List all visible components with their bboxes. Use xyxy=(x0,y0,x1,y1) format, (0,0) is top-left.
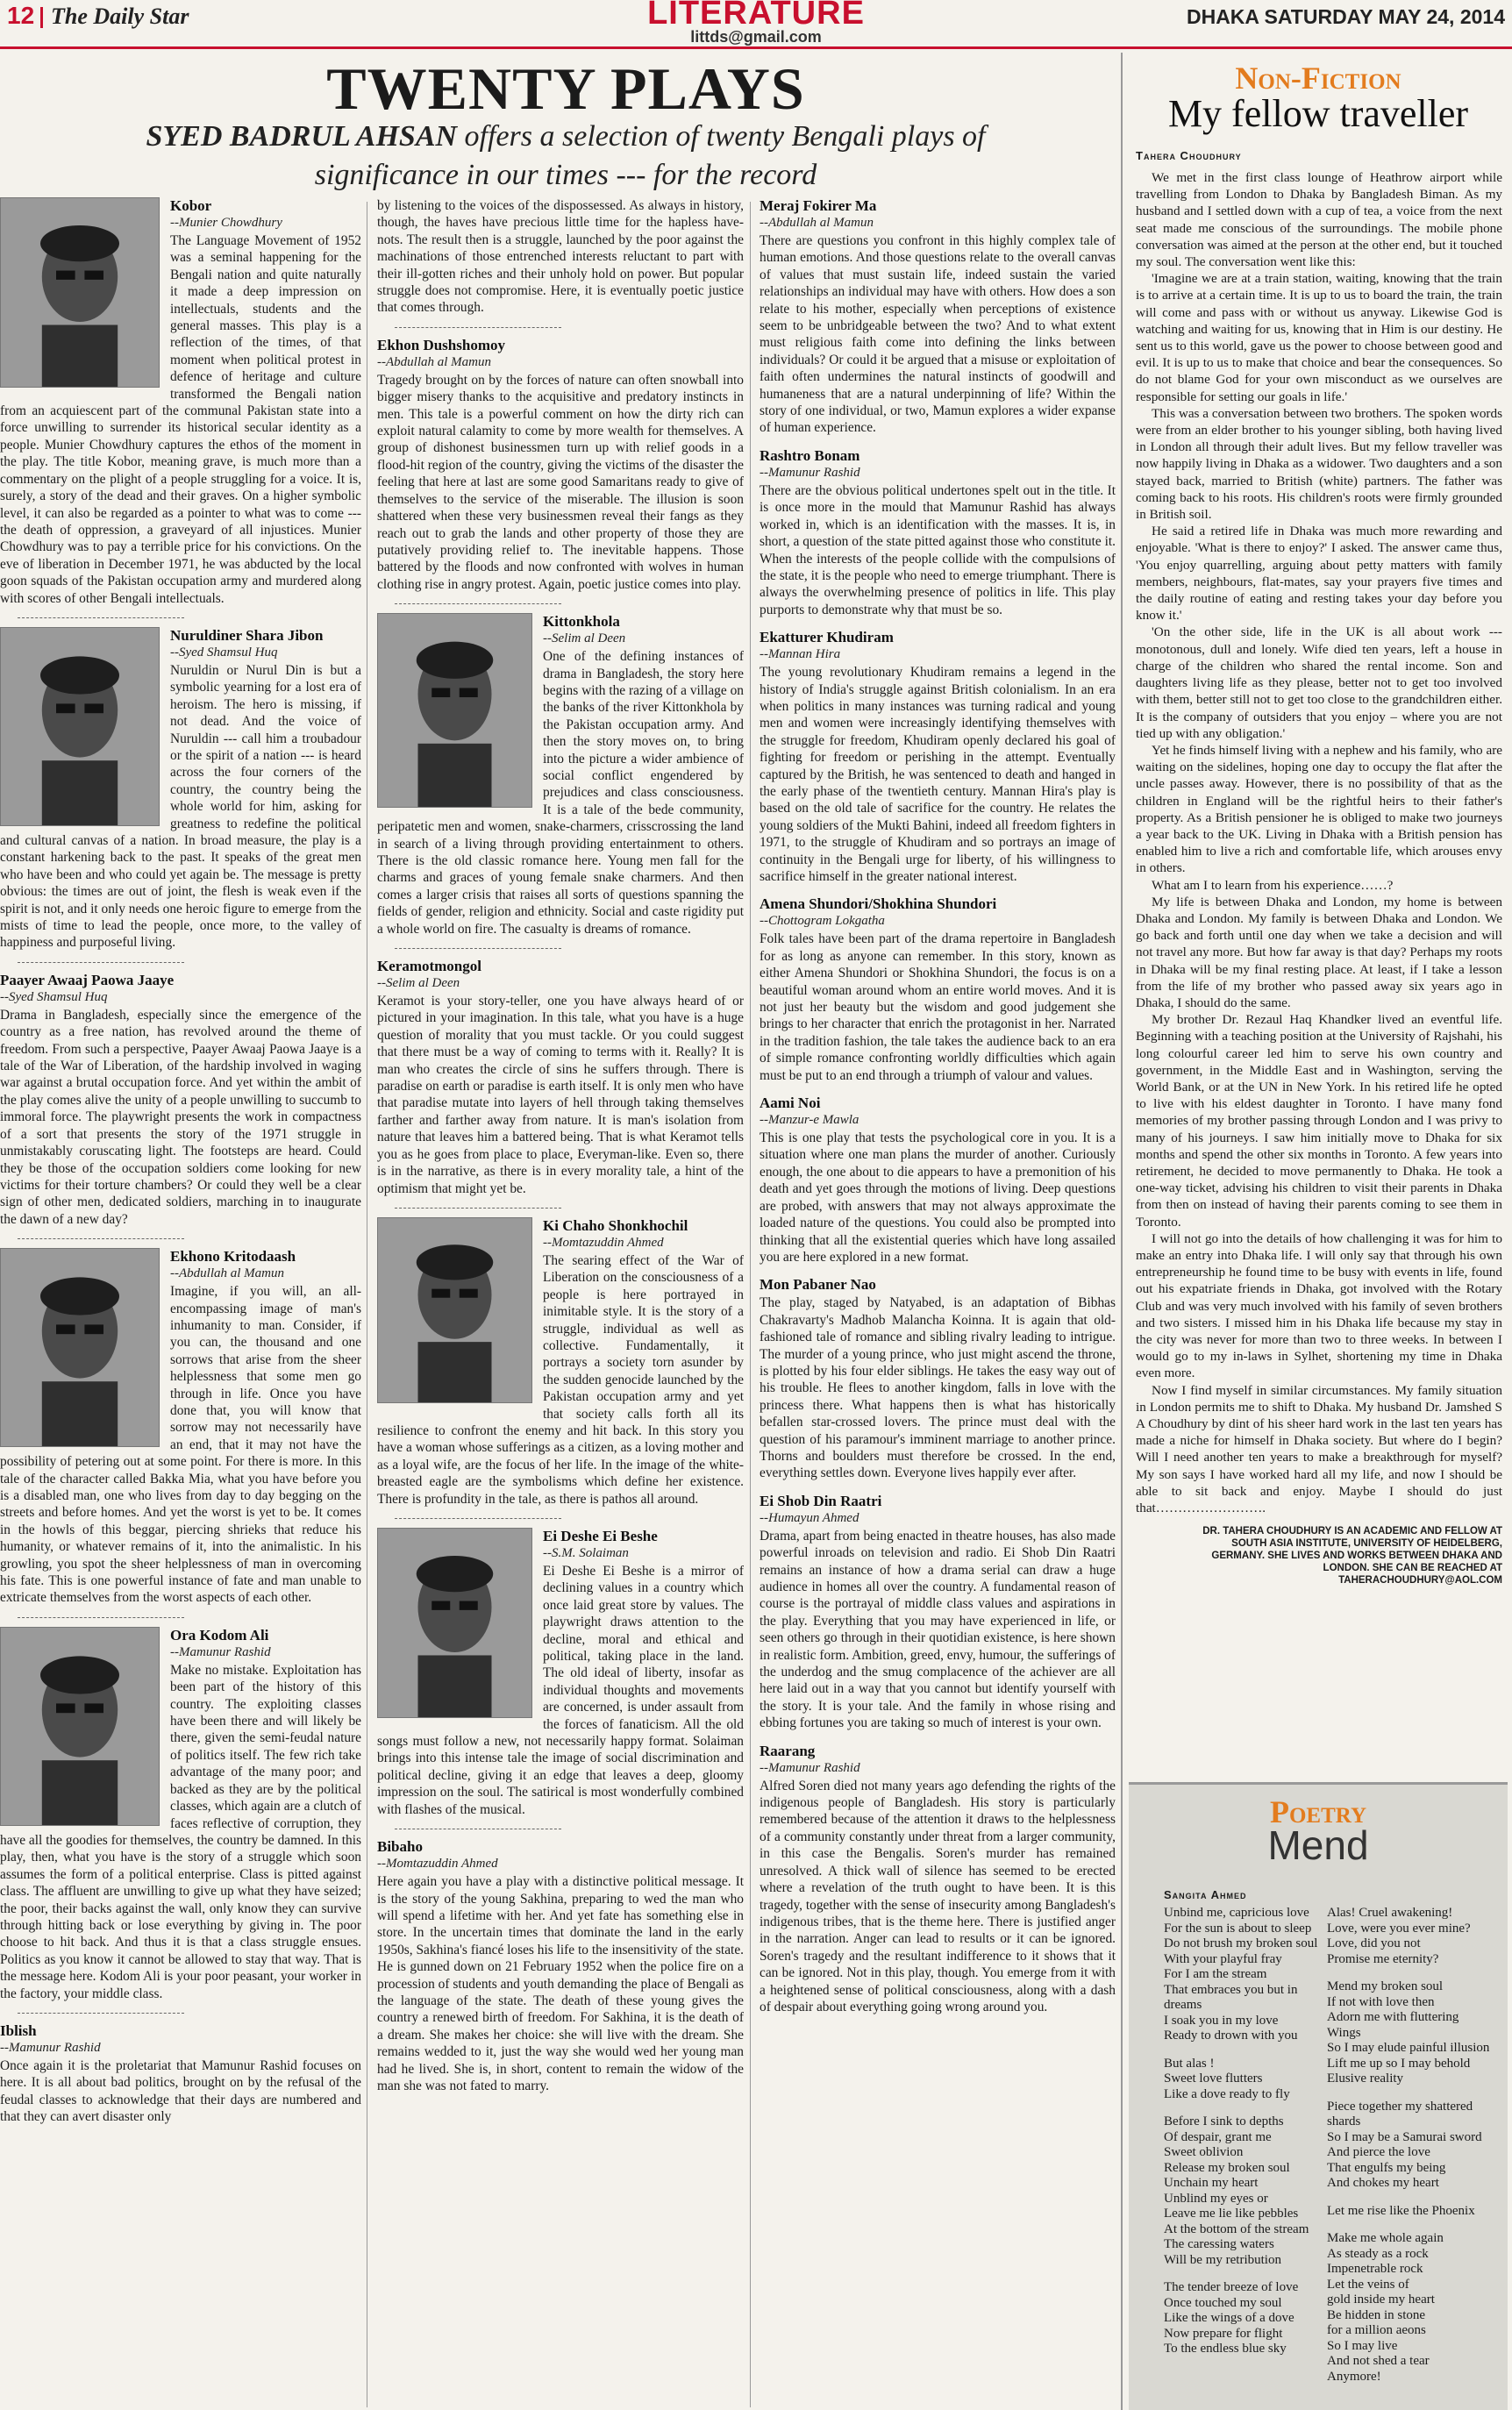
play-author: --Selim al Deen xyxy=(377,976,460,991)
play-author: --S.M. Solaiman xyxy=(543,1546,629,1560)
poem-line: And pierce the love xyxy=(1327,2145,1430,2159)
nonfiction-paragraph: What am I to learn from his experience……? xyxy=(1152,877,1394,893)
story-divider xyxy=(18,1617,184,1618)
author-bio: DR. TAHERA CHOUDHURY IS AN ACADEMIC AND FELLOW AT SOUTH ASIA INSTITUTE, UNIVERSITY OF HEIDELBERG, GERMANY. SHE LIVES AND WORKS BETWEEN DHAKA AND LONDON. SHE CAN BE REACHED AT TAHERACHOUDHURY@AOL.COM xyxy=(1202,1526,1502,1586)
section-email: littds@gmail.com xyxy=(690,28,822,46)
page-title: TWENTY PLAYS xyxy=(326,55,805,122)
poem-line: Will be my retribution xyxy=(1164,2252,1281,2267)
section-title: LITERATURE xyxy=(647,0,865,32)
poem-line: Once touched my soul xyxy=(1164,2295,1282,2310)
poem-stanza xyxy=(1164,2280,1330,2357)
poem-stanza xyxy=(1327,2100,1494,2192)
story xyxy=(377,1217,744,1508)
story-divider xyxy=(18,2013,184,2014)
poem-line: For I am the stream xyxy=(1164,1967,1267,1981)
poem-line: So I may elude painful illusion xyxy=(1327,2041,1490,2055)
nonfiction-paragraph: Now I find myself in similar circumstances. My family situation in London permits me to shift to Dhaka. My husband Dr. Jamshed S A Choudhury by dint of his sheer hard work in the last ten years has made a niche for himself in Dhaka society. But where do I begin? Will I need another ten years to make a breakthrough for myself? My son says I have worked hard all my life, and now I should be able to sit back and enjoy. Maybe I should do just that……………………. xyxy=(1136,1382,1502,1516)
poem-line: To the endless blue sky xyxy=(1164,2342,1287,2356)
play-title: Bibaho xyxy=(377,1838,423,1856)
play-title: Ei Shob Din Raatri xyxy=(760,1492,882,1509)
nonfiction-paragraph: This was a conversation between two brothers. The spoken words were from an elder brother to his younger sibling, both having lived in London all through their adult lives. But my fellow traveller was now happily living in Dhaka as a widower. Two daughters and a son stayed back, married to British (white) partners. The father was coming back to his roots. His children's roots were firmly grounded in British soil. xyxy=(1136,405,1502,523)
play-title: Ekatturer Khudiram xyxy=(760,629,894,646)
story-divider xyxy=(18,962,184,963)
play-author: --Mamunur Rashid xyxy=(170,1644,271,1659)
play-title: Paayer Awaaj Paowa Jaaye xyxy=(0,971,175,988)
story-divider xyxy=(18,617,184,618)
play-title: Ki Chaho Shonkhochil xyxy=(543,1216,688,1234)
play-title: Kittonkhola xyxy=(543,613,620,631)
poem-line: Impenetrable rock xyxy=(1327,2262,1423,2276)
poem-stanza xyxy=(1327,1979,1494,2087)
play-author: --Selim al Deen xyxy=(543,631,626,646)
nonfiction-paragraph: We met in the first class lounge of Heathrow airport while travelling from London to Dhaka by Bangladesh Biman. As my husband and I settled down with a cup of tea, a voice from the next seat made me conscious of the surroundings. The mobile phone conversation was aimed at the person at the other end, but it touched my soul. The conversation went like this: xyxy=(1136,170,1502,270)
poem-line: For the sun is about to sleep xyxy=(1164,1921,1312,1936)
column-3 xyxy=(760,197,1116,2026)
deck-text: offers a selection of twenty Bengali plays of significance in our times --- for the record xyxy=(314,120,986,191)
play-author: --Momtazuddin Ahmed xyxy=(543,1235,664,1250)
play-author: --Manzur-e Mawla xyxy=(760,1113,859,1128)
headline-deck xyxy=(105,118,1026,195)
story xyxy=(377,1528,744,1818)
poem-line: Of despair, grant me xyxy=(1164,2129,1272,2144)
play-title: Meraj Fokirer Ma xyxy=(760,197,877,214)
poem-line: Anymore! xyxy=(1327,2369,1381,2384)
story xyxy=(377,613,744,938)
play-author: --Mannan Hira xyxy=(760,647,841,662)
poem-line: Release my broken soul xyxy=(1164,2160,1290,2175)
play-author: --Syed Shamsul Huq xyxy=(170,645,278,660)
play-summary: Drama in Bangladesh, especially since the emergence of the country as a free nation, has revolved around the theme of freedom. From such a perspective, Paayer Awaaj Paowa Jaaye is a tale of the War of Liberation, of the hardship involved in waging war against a brutal occupation force. And yet within the ambit of the play comes alive the unity of a people unwilling to succumb to immoral force. The playwright presents the work in compactness of a sort that presents the story of the 1971 struggle in unmistakably coruscating light. The footsteps are heard. Could they be those of the occupation soldiers come looking for new victims for their torture chambers? Or could they well be a clear sign of other men, dedicated soldiers, marching in to inaugurate the dawn of a new day? xyxy=(0,1007,361,1227)
nonfiction-kicker: Non-Fiction xyxy=(1235,61,1401,96)
story-divider xyxy=(395,1518,561,1519)
poem-stanza xyxy=(1164,2057,1330,2103)
nonfiction-title: My fellow traveller xyxy=(1167,92,1469,135)
nonfiction-body xyxy=(1129,169,1508,1516)
poet-byline: Sangita Ahmed xyxy=(1164,1888,1247,1901)
poem-line: Piece together my shattered shards xyxy=(1327,2099,1473,2128)
poem-line: Adorn me with fluttering Wings xyxy=(1327,2010,1459,2040)
story xyxy=(760,197,1116,437)
story xyxy=(760,1493,1116,1732)
poem-column-right xyxy=(1327,1906,1494,2397)
play-summary: The young revolutionary Khudiram remains a legend in the history of India's struggle against British colonialism. In an era when politics in many instances was turning radical and young men and women were increasingly identifying themselves with the struggle for freedom, Khudiram openly declared his goal of fighting for freedom or perishing in the attempt. Eventually captured by the British, he was sentenced to death and hanged in the early phase of the twentieth century. Mannan Hira's play is based on the old tale of sacrifice for the country. He relates the young soldiers of the Mukti Bahini, indeed all freedom fighters in 1971, to the struggle of Khudiram and so portrays an image of continuity in the Bengali urge for liberty, of his willingness to sacrifice himself in the greater national interest. xyxy=(760,665,1116,884)
poem-line: As steady as a rock xyxy=(1327,2246,1429,2261)
poem-line: Lift me up so I may behold xyxy=(1327,2056,1471,2071)
poem-line: Let the veins of xyxy=(1327,2277,1409,2292)
column-divider xyxy=(750,202,751,2407)
poem-line: for a million aeons xyxy=(1327,2323,1426,2337)
play-title: Ekhon Dushshomoy xyxy=(377,336,505,353)
deck-author: SYED BADRUL AHSAN xyxy=(146,120,458,153)
play-title: Nuruldiner Shara Jibon xyxy=(170,626,324,644)
poem-line: With your playful fray xyxy=(1164,1951,1282,1966)
portrait-photo-icon xyxy=(0,627,160,826)
play-title: Mon Pabaner Nao xyxy=(760,1276,876,1294)
play-summary: The Language Movement of 1952 was a seminal happening for the Bengali nation and quite naturally it made a deep impression on intellectuals, students and the general masses. This play is a reflection of the times, of that moment when political protest in defence of heritage and culture transformed the Bengali nation from an acquiescent part of the communal Pakistan state into a force unwilling to surrender its historical secular identity as a people. Munier Chowdhury captures the ethos of the moment in the play. The title Kobor, meaning grave, is much more than a commentary on the plight of a people struggling for a voice. It is, surely, a story of the dead and their graves. On a higher symbolic level, it can also be regarded as a pointer to what was to come --- the death of oppression, a graveyard of all injustices. Munier Chowdhury was to pay a terrible price for his convictions. On the eve of liberation in December 1971, he was abducted by the local goon squads of the Pakistan occupation army and murdered along with scores of other Bengali intellectuals. xyxy=(0,233,361,606)
portrait-photo-icon xyxy=(0,1627,160,1826)
play-author: --Abdullah al Mamun xyxy=(377,354,491,369)
nonfiction-byline: Tahera Choudhury xyxy=(1136,149,1242,162)
play-author: --Chottogram Lokgatha xyxy=(760,914,885,929)
poem-line: gold inside my heart xyxy=(1327,2292,1435,2307)
play-summary: Drama, apart from being enacted in theatre houses, has also made powerful inroads on television and radio. Ei Shob Din Raatri remains an instance of how a drama serial can draw a huge audience in homes all over the country. A fundamental reason of course is the portrayal of middle class values and aspirations in the play. Everything that you may have experienced in life, or seen others go through in their quotidian existence, is here shown in realistic form. Ambition, greed, envy, humour, the sufferings of the underdog and the smug complacence of the achiever are all here laid out in a way that you cannot but identify yourself with the story. It is your tale. And the family in whose rising and ebbing fortunes you are taking so much of interest is your own. xyxy=(760,1528,1116,1731)
poem-line: Elusive reality xyxy=(1327,2071,1404,2086)
poem-column-left xyxy=(1164,1906,1330,2370)
poem-line: If not with love then xyxy=(1327,1994,1435,2009)
play-title: Ora Kodom Ali xyxy=(170,1626,269,1644)
story-divider xyxy=(395,948,561,949)
poem-line: And not shed a tear xyxy=(1327,2354,1430,2368)
play-summary: There are questions you confront in this highly complex tale of human emotions. And those questions relate to the overall canvas of values that must sustain life, indeed sustain the varied relationships an individual may have with others. How does a son relate to his mother, especially when perceptions of existence seem to be unbridgeable between the two? And to what extent must religious faith come into defining the links between individuals? Or could it be argued that a misuse or exploitation of faith often undermines the natural instincts of goodwill and humaneness that are a natural underpinning of life? Within the story of one individual, or two, Mamun explores a wider expanse of human experience. xyxy=(760,233,1116,436)
play-title: Iblish xyxy=(0,2021,37,2039)
portrait-photo-icon xyxy=(377,1217,532,1403)
story xyxy=(760,1094,1116,1266)
nonfiction-paragraph: He said a retired life in Dhaka was much more rewarding and enjoyable. 'What is there to enjoy?' I asked. The answer came thus, 'You enjoy quarrelling, arguing about petty matters with family members, neighbours, flat-mates, say your prayers five times and the daily routine of eating and resting takes your day before you know it.' xyxy=(1136,524,1502,624)
poetry-box xyxy=(1129,1782,1508,2410)
play-summary: This is one play that tests the psychological core in you. It is a situation where one man plans the murder of another. Curiously enough, the one about to die appears to have a premonition of his death and yet goes through the motions of living. Deep questions are probed, with answers that may not always approximate the loaded nature of the questions. You could also be prompted into thinking that all the existential queries which have long assailed you are here explored in a new format. xyxy=(760,1130,1116,1265)
newspaper-name: The Daily Star xyxy=(51,4,189,29)
play-summary: Tragedy brought on by the forces of nature can often snowball into bigger misery thanks to the acquisitive and predatory instincts in men. This tale is a powerful comment on how the dirty rich can exploit natural calamity to come by more wealth for themselves. A group of dishonest businessmen turn up with relief goods in a flood-hit region of the country, giving the victims of the disaster the feeling that here at last are some good Samaritans ready to give of themselves to the service of the miserable. The illusion is soon shattered when these very businessmen reveal their fangs as they reach out to grab the lands and other property of those they are putatively providing relief to. The inevitable happens. Those battered by the floods and now confronted with wolves in human clothing rise in angry protest. Again, poetic justice comes into play. xyxy=(377,372,744,592)
poem-line: That embraces you but in dreams xyxy=(1164,1982,1298,2012)
play-summary: Here again you have a play with a distinctive political message. It is the story of the young Sakhina, preparing to wed the man who will spend a lifetime with her. And yet fate has something else in store. In the uncertain times that dominate the land in the early 1950s, Sakhina's fiancé loses his life to the insensitivity of the state. He is gunned down on 21 February 1952 when the police fire on a procession of students and youth demanding the place of Bengali as the language of the state. The death of these young gives the country a renewed birth of freedom. For Sakhina, it is the death of a dream. She makes her choice: she will live with the dream. She remains wedded to it, just the way she would wed her young man had he lived. She is, in short, content to remain the widow of the man she was not fated to marry. xyxy=(377,1874,745,2093)
poem-title: Mend xyxy=(1267,1822,1369,1868)
play-summary: Keramot is your story-teller, one you have always heard of or pictured in your imagination. In this tale, what you have is a huge question of morality that you must tackle. Or you could suggest that there must be a way of coming to terms with it. Really? It is man who creates the circle of sins he suffers through. There is paradise on earth or paradise is earth itself. It is only men who have that paradise mutate into layers of hell through taking themselves farther and farther away from nature. It is man's isolation from nature that leaves him a battered being. That is what Keramot tells you as he goes from place to place, Everyman-like. Even so, there is in the narrative, as there is in every morality tale, a hint of the optimism that might yet be. xyxy=(377,994,744,1196)
poem-stanza xyxy=(1327,1906,1494,1967)
story xyxy=(377,197,744,317)
play-summary: The play, staged by Natyabed, is an adaptation of Bibhas Chakravarty's Madhob Malancha Koinna. It is again that old-fashioned tale of romance and sibling rivalry leading to intrigue. The murder of a young prince, who just might ascend the throne, is plotted by his four elder siblings. He takes the easy way out of his trouble. He flees to another kingdom, falls in love with the princess there. What happens then is what has historically befallen star-crossed lovers. The prince must deal with the question of his paramour's imminent marriage to another prince. Thorns and boulders must therefore be crossed. In the end, everything settles down. Everyone lives happily ever after. xyxy=(760,1295,1116,1481)
nonfiction-paragraph: I will not go into the details of how challenging it was for him to make an entry into Dhaka life. I will only say that through his own entrepreneurship he found time to be busy with events in life, found out his expatriate friends in Dhaka, got involved with the Rotary Club and was very much involved with his family of seven brothers and two sisters. I missed him in his Dhaka life because my stay in the city was never for more than two to three weeks. In between I would go to my in-laws in Sylhet, shortening my time in Dhaka even more. xyxy=(1136,1230,1502,1381)
portrait-photo-icon xyxy=(377,613,532,808)
poem-line: Love, were you ever mine? xyxy=(1327,1921,1471,1936)
portrait-photo-icon xyxy=(0,197,160,388)
poem-line: At the bottom of the stream xyxy=(1164,2221,1309,2236)
nonfiction-paragraph: 'On the other side, life in the UK is all about work --- monotonous, dull and lonely. Wife died ten years, left a house in charge of the children who shared the rental income. Son and daughters living life as they please, better not to get too involved with them, better still not to get too close to the grandchildren either. It is the company of outsiders that you enjoy – where you are not tied up with any obligation.' xyxy=(1136,624,1502,741)
play-title: Keramotmongol xyxy=(377,958,481,975)
poem-line: And chokes my heart xyxy=(1327,2176,1439,2190)
play-title: Aami Noi xyxy=(760,1094,821,1112)
poem-line: Before I sink to depths xyxy=(1164,2114,1284,2128)
story xyxy=(760,1276,1116,1481)
play-author: --Humayun Ahmed xyxy=(760,1510,859,1525)
play-title: Ei Deshe Ei Beshe xyxy=(543,1528,658,1544)
page-number: 12 xyxy=(7,2,35,29)
poem-line: Leave me lie like pebbles xyxy=(1164,2207,1299,2221)
poem-line: Let me rise like the Phoenix xyxy=(1327,2203,1475,2218)
story xyxy=(0,2022,361,2126)
play-title: Kobor xyxy=(170,197,212,214)
play-summary: One of the defining instances of drama in Bangladesh, the story here begins with the razing of a village on the banks of the river Kittonkhola by the Pakistan occupation army. And then the story moves on, to bring into the picture a wider ambience of social conflict engendered by prejudices and class consciousness. It is a tale of the bede community, peripatetic men and women, snake-charmers, crisscrossing the land in search of a living through providing entertainment to others. There is the old classic romance here. Young men fall for the charms and graces of young female snake charmers. And then comes a larger crisis that raises all sorts of questions spanning the fields of gender, religion and ethnicity. Social and caste rigidity put a whole world on fire. The casualty is dreams of romance. xyxy=(377,649,744,937)
play-summary: Folk tales have been part of the drama repertoire in Bangladesh for as long as anyone can remember. In this story, known as either Amena Shundori or Shokhina Shundori, the focus is on a beautiful woman around whom an entire world moves. And it is not just her beauty but the wisdom and good judgement she brings to her character that enrich the protagonist in her. Narrated in the tradition fashion, the tale takes the audience back to an era of simple romance confronting worldly difficulties which again must be put to an end through a triumph of valour and values. xyxy=(760,931,1116,1083)
story xyxy=(0,1627,361,2002)
poem-line: Do not brush my broken soul xyxy=(1164,1936,1318,1950)
play-summary: Once again it is the proletariat that Mamunur Rashid focuses on here. It is all about bad politics, brought on by the refusal of the feudal classes to acknowledge that their days are numbered and that they can avert disaster only xyxy=(0,2057,361,2125)
poem-line: Ready to drown with you xyxy=(1164,2029,1298,2043)
poem-line: Promise me eternity? xyxy=(1327,1951,1439,1966)
story xyxy=(760,629,1116,885)
story xyxy=(0,627,361,952)
poem-line: Now prepare for flight xyxy=(1164,2326,1283,2341)
play-author: --Abdullah al Mamun xyxy=(760,216,874,230)
play-author: --Munier Chowdhury xyxy=(170,216,282,230)
poem-line: Be hidden in stone xyxy=(1327,2307,1426,2322)
play-author: --Momtazuddin Ahmed xyxy=(377,1857,498,1872)
story xyxy=(760,1743,1116,2016)
play-author: --Abdullah al Mamun xyxy=(170,1266,284,1281)
story xyxy=(377,958,744,1197)
poem-line: Love, did you not xyxy=(1327,1936,1421,1950)
play-author: --Syed Shamsul Huq xyxy=(0,989,108,1004)
dateline: DHAKA SATURDAY MAY 24, 2014 xyxy=(1186,5,1505,28)
poem-line: So I may be a Samurai sword xyxy=(1327,2129,1482,2144)
play-summary: Nuruldin or Nurul Din is but a symbolic yearning for a lost era of heroism. The hero is missing, if not dead. And the voice of Nuruldin --- call him a troubadour or the spirit of a nation --- is heard across the four corners of the country, the country being the whole world for him, asking for greatness to redefine the political and cultural canvas of a nation. In broad measure, the play is a constant harkening back to the past. It speaks of the great men who have been and who could yet again be. The message is pretty obvious: the times are out of joint, the flesh is weak even if the spirit is not, and it only needs one heroic figure to emerge from the mists of time to lead the people, once more, to the valley of happiness and purposeful living. xyxy=(0,662,361,951)
story-divider xyxy=(395,603,561,604)
nonfiction-paragraph: My life is between Dhaka and London, my home is between Dhaka and London. My family is between Dhaka and London. We go back and forth until one day when we take a decision and will not travel any more. But how far away is that day? Perhaps my roots in Dhaka will be my final resting place. At least, if I take a lesson from the life of my brother who passed away six years ago in Dhaka, I should do the same. xyxy=(1136,894,1502,1010)
poetry-kicker: Poetry xyxy=(1269,1794,1366,1829)
column-2 xyxy=(377,197,744,2105)
poem-line: Like the wings of a dove xyxy=(1164,2311,1294,2325)
poem-line: Sweet oblivion xyxy=(1164,2145,1244,2159)
poem-line: Mend my broken soul xyxy=(1327,1979,1444,1993)
poem-line: The caressing waters xyxy=(1164,2237,1274,2251)
poem-stanza xyxy=(1327,2231,1494,2385)
play-summary: Ei Deshe Ei Beshe is a mirror of declining values in a country which once laid great store by values. The playwright draws attention to the decline, moral and ethical and political, taking place in the land. The old ideal of liberty, insofar as individual thoughts and movements are concerned, is under assault from the forces of fanaticism. All the old songs must follow a new, not necessarily happy format. Solaiman brings into this intense tale the image of social discrimination and political decline, giving it an edge that leaves a deep, gloomy impression on the soul. The satirical is most wonderfully combined with flashes of the musical. xyxy=(377,1564,744,1817)
play-title: Rashtro Bonam xyxy=(760,446,860,464)
poem-line: But alas ! xyxy=(1164,2056,1215,2071)
nonfiction-paragraph: Yet he finds himself living with a nephew and his family, who are waiting on the sidelines, hoping one day to occupy the flat after the uncle passes away. However, there is no possibility of that as the children in England will be the rightful heirs to their father's property. As a British pensioner he is obliged to make two journeys a year back to the UK. Living in Dhaka with a British pension has enabled him to live a rich and comfortable life, which arouses envy in others. xyxy=(1136,742,1502,876)
poem-line: Unbind me, capricious love xyxy=(1164,1906,1309,1920)
poem-line: Alas! Cruel awakening! xyxy=(1327,1906,1453,1920)
story xyxy=(0,197,361,607)
story-divider xyxy=(18,1238,184,1239)
poem-line: So I may live xyxy=(1327,2338,1398,2353)
poem-stanza xyxy=(1164,2114,1330,2268)
play-title: Raarang xyxy=(760,1742,816,1759)
story xyxy=(0,1248,361,1607)
play-summary: Imagine, if you will, an all-encompassing image of man's inhumanity to man. Consider, if you can, the thousand and one sorrows that arise from the sheer helplessness that some men go through in life. Once you have done that, you will know that sorrow may not necessarily have an end, that it may not have the possibility of petering out at some point. For there is more. In this tale of the character called Bakka Mia, what you have before you is a disabled man, one who lives from day to day begging on the streets and before homes. And yet the worst is yet to be. It comes in the howls of this beggar, piercing shrieks that reduce his humanity, or whatever remains of it, into the animalistic. In his growling, you spot the sheer helplessness of man in overcoming his fate. This is one powerful instance of fate and man unable to extricate themselves from the worst aspects of each other. xyxy=(0,1284,361,1606)
sidebar-divider xyxy=(1121,53,1123,2410)
story xyxy=(377,337,744,593)
story xyxy=(377,1838,744,2094)
sidebar xyxy=(1129,56,1508,2410)
play-author: --Mamunur Rashid xyxy=(760,1760,860,1775)
play-author: --Mamunur Rashid xyxy=(760,465,860,480)
play-summary: by listening to the voices of the dispossessed. As always in history, though, the haves have precious little time for the hapless have-nots. The result then is a struggle, launched by the poor against the machinations of those entrenched interests reluctant to part with their ill-gotten riches and their unholy hold on power. But popular struggle does not compromise. Here, it is eventually poetic justice that comes through. xyxy=(377,198,744,316)
masthead xyxy=(0,0,1512,49)
story-divider xyxy=(395,327,561,328)
story xyxy=(760,447,1116,618)
play-author: --Mamunur Rashid xyxy=(0,2040,101,2055)
poem-line: Make me whole again xyxy=(1327,2231,1444,2245)
nonfiction-paragraph: 'Imagine we are at a train station, waiting, knowing that the train is to arrive at a certain time. It is up to us to board the train, the train will come and pass with or without us anyway. Likewise God is watching and waiting for us, knowing that in Him is our destiny. He sent us to this world, gave us the power to choose between good and evil. It is up to us to make that choice and bear the consequences. So do not blame God for your own misconduct as we ourselves are responsible for setting our goals in life.' xyxy=(1136,271,1502,404)
play-summary: The searing effect of the War of Liberation on the consciousness of a people is here portrayed in inimitable style. It is the story of a struggle, individual as well as collective. Fundamentally, it portrays a society torn asunder by the sudden genocide launched by the Pakistan occupation army and yet that society calls forth all its resilience to confront the enemy and hit back. In this story you have a woman whose sufferings as a citizen, as a loving mother and as a loyal wife, are the focus of her life. In the image of the white-breasted eagle are the symbolisms which define her existence. There is profundity in the tale, as there is pathos all around. xyxy=(377,1252,744,1507)
portrait-photo-icon xyxy=(377,1528,532,1718)
poem-stanza xyxy=(1164,1906,1330,2044)
poem-line: Like a dove ready to fly xyxy=(1164,2086,1290,2101)
poem-line: Sweet love flutters xyxy=(1164,2071,1263,2086)
poem-line: I soak you in my love xyxy=(1164,2013,1279,2028)
nonfiction-paragraph: My brother Dr. Rezaul Haq Khandker lived an eventful life. Beginning with a teaching position at the University of Rajshahi, his long colourful career led him to serve his own country and government, in the Middle East and in Washington, serving the World Bank, or at the UN in New York. In his retired life he opted to live with his eldest daughter in Toronto. I have many fond memories of my brother passing through London and I was privy to many of his journeys. I saw him initially move to Dhaka for six months and spend the other six months in Toronto. A few years into retirement, he decided to move permanently to Dhaka. He took a one-way ticket, advising his children to visit their parents in Dhaka from then on instead of having their parents coming to see them in Toronto. xyxy=(1136,1012,1502,1230)
poem-line: The tender breeze of love xyxy=(1164,2280,1299,2294)
poem-stanza xyxy=(1327,2204,1494,2220)
story xyxy=(0,972,361,1228)
play-title: Amena Shundori/Shokhina Shundori xyxy=(760,895,997,913)
story-divider xyxy=(395,1208,561,1209)
play-summary: There are the obvious political undertones spelt out in the title. It is once more in the mould that Mamunur Rashid has always worked in, which is an identification with the masses. It is, in short, a question of the state pitted against those who constitute it. When the interests of the people collide with the compulsions of the state, it is the people who need to emerge triumphant. There is always the overwhelming presence of politics in life. This play purports to demonstrate why that must be so. xyxy=(760,482,1116,617)
play-title: Ekhono Kritodaash xyxy=(170,1248,296,1266)
play-summary: Make no mistake. Exploitation has been part of the history of this country. The exploiting classes have been there and will likely be there, given the semi-feudal nature of politics itself. The few rich take advantage of the many poor; and backed as they are by the political classes, which again are a clutch of faces reflective of corruption, they have all the goodies for themselves, the country be damned. In this play, then, what you have is the story of a struggle which soon assumes the form of a political enterprise. Class is pitted against class. The affluent are unwilling to give up what they have seized; the poor, their backs against the wall, only know they can survive through hitting back or lose everything by giving in. The poor choose to hit back. And thus it is that a class struggle ensues. Politics as you know it cannot be allowed to stay that way. That is the message here. Kodom Ali is your poor peasant, your worker in the factory, your middle class. xyxy=(0,1662,361,2001)
poem-line: Unblind my eyes or xyxy=(1164,2191,1268,2206)
column-1 xyxy=(0,197,361,2136)
portrait-photo-icon xyxy=(0,1248,160,1447)
poem-line: That engulfs my being xyxy=(1327,2160,1446,2175)
story xyxy=(760,895,1116,1084)
play-summary: Alfred Soren died not many years ago defending the rights of the indigenous people of Bangladesh. His story is particularly remembered because of the attention it draws to the helplessness of a community constantly under threat from a larger community, in this case the Bengalis. Soren's murder has remained unresolved. A thick wall of silence has seemed to be erected where a revelation of the truth ought to have been. It is this tragedy, together with the sense of insecurity among Bangladesh's indigenous tribes, that is the theme here. There is justified anger in the narration. Anger can lead to results or it can be ignored. Soren's tragedy and the resultant indifference to it shows that it can be ignored. Not in this play, though. You emerge from it with a heightened sense of political consciousness, along with a dash of despair about everything going wrong around you. xyxy=(760,1778,1116,2014)
poem-line: Unchain my heart xyxy=(1164,2176,1259,2190)
